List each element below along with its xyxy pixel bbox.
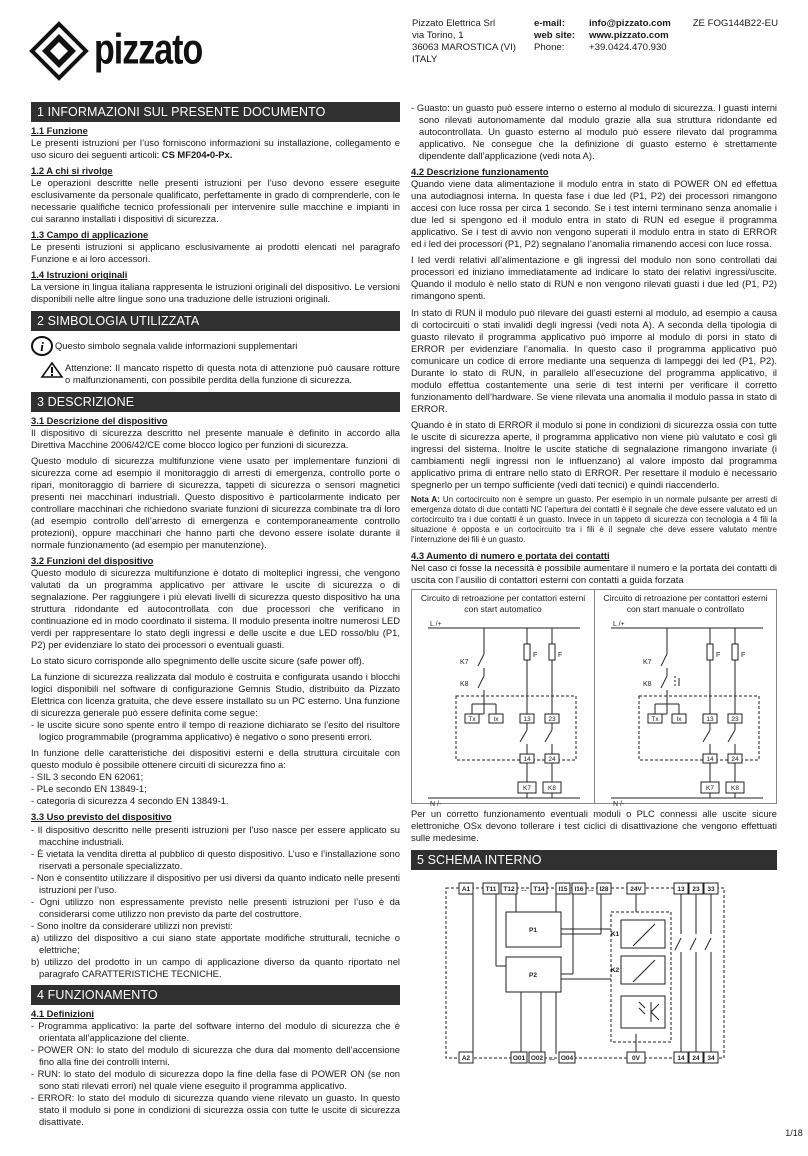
terminal-ix: Ix bbox=[493, 716, 499, 724]
address-line: ITALY bbox=[412, 54, 438, 65]
paragraph: Il dispositivo di sicurezza descritto nel presente manuale è definito in accordo alla Direttiva Macchine 2006/42/CE come blocco logico per funzioni di sicurezza. bbox=[31, 426, 400, 450]
terminal-tx: Tx bbox=[468, 716, 476, 724]
note-label: Nota A: bbox=[411, 494, 440, 504]
relay-k2: K2 bbox=[610, 967, 620, 975]
warning-icon bbox=[41, 362, 63, 378]
section-2-title: 2 SIMBOLOGIA UTILIZZATA bbox=[31, 311, 400, 331]
terminal-i15: I15 bbox=[558, 886, 568, 894]
terminal-o04: O04 bbox=[560, 1055, 574, 1063]
list-item: - categoria di sicurezza 4 secondo EN 13849-1. bbox=[31, 795, 229, 807]
heading-1-2: 1.2 A chi si rivolge bbox=[31, 165, 113, 177]
info-icon bbox=[31, 336, 53, 356]
paragraph: Nel caso ci fosse la necessità è possibile aumentare il numero e la portata dei contatti di uscita con l’ausilio di contattori esterni con contatti a guida forzata bbox=[411, 562, 777, 586]
paragraph: Le operazioni descritte nelle presenti istruzioni per l’uso devono essere eseguite esclusivamente da personale qualificato, perfettamente in grado di comprenderle, con le necessarie qualifiche tecnico professionali per intervenire sulle macchine e impianti in cui saranno installati i dispositivi di sicurezza. bbox=[31, 177, 400, 225]
section-1-title: 1 INFORMAZIONI SUL PRESENTE DOCUMENTO bbox=[31, 102, 400, 122]
processor-p1: P1 bbox=[529, 927, 537, 935]
right-column bbox=[411, 102, 777, 1084]
paragraph: Per un corretto funzionamento eventuali moduli o PLC connessi alle uscite sicure elettroniche OSx devono tollerare i test ciclici di disattivazione che vengono effettuati sulle medesime. bbox=[411, 808, 777, 844]
paragraph: Lo stato sicuro corrisponde allo spegnimento delle uscite sicure (safe power off). bbox=[31, 655, 365, 667]
coil-k8: K8 bbox=[731, 785, 739, 793]
heading-1-1: 1.1 Funzione bbox=[31, 125, 88, 136]
heading-4-1: 4.1 Definizioni bbox=[31, 1007, 95, 1019]
company-address bbox=[412, 18, 516, 66]
company-contacts bbox=[534, 18, 671, 54]
coil-k8: K8 bbox=[548, 785, 556, 793]
web-link[interactable]: www.pizzato.com bbox=[589, 30, 669, 41]
k8-label: K8 bbox=[460, 681, 469, 689]
list-item: - le uscite sicure sono spente entro il tempo di reazione dichiarato se l’esito del risultore logico programmabile (programma applicativo) è negativo o sono presenti errori. bbox=[31, 719, 400, 743]
k8-label: K8 bbox=[643, 681, 652, 689]
paragraph: La funzione di sicurezza realizzata dal modulo è costruita e configurata usando i blocchi logici disponibili nel software di configurazione Gemnis Studio, distribuito da Pizzato Elettrica con licenza gratuita, che deve essere installato su un PC esterno. Una funzione di sicurezza generale può essere definita come segue: bbox=[31, 671, 400, 719]
relay-k1: K1 bbox=[610, 931, 620, 939]
terminal-i28: I28 bbox=[599, 886, 609, 894]
ellipsis: ... bbox=[588, 886, 594, 894]
brand-logo bbox=[30, 22, 202, 80]
terminal-13: 13 bbox=[706, 716, 714, 724]
terminal-23: 23 bbox=[692, 886, 700, 894]
definition-item: - Programma applicativo: la parte del software interno del modulo di sicurezza che è orientata all’applicazione del cliente. bbox=[31, 1019, 400, 1043]
ellipsis: ... bbox=[549, 1055, 555, 1063]
heading-3-3: 3.3 Uso previsto del dispositivo bbox=[31, 811, 172, 823]
terminal-i16: I16 bbox=[574, 886, 584, 894]
fuse-label: F bbox=[716, 652, 721, 660]
warning-note bbox=[31, 362, 400, 386]
page-header bbox=[30, 18, 778, 78]
paragraph: Questo modulo di sicurezza multifunzione è dotato di molteplici ingressi, che vengono valutati da un programma applicativo per attivare le uscite di sicurezza o di segnalazione. Per raggiungere i più elevati livelli di sicurezza questo dispositivo ha una struttura ridondante ed autocontrollata con due processori che verificano in continuazione ed in modo coordinato il sistema. Il modulo presenta inoltre numerosi LED verdi per rappresentare lo stato degli ingressi e delle uscite e due LED rosso/blu (P1, P2) per evidenziare lo stato dei processori o eventuali guasti. bbox=[31, 566, 400, 651]
definition-item: - Guasto: un guasto può essere interno o esterno al modulo di sicurezza. I guasti interni sono rilevati autonomamente dal modulo grazie alla sua struttura ridondante ed autocontrollata. Un guasto esterno al modulo può essere rilevato dal programma applicativo. Ne consegue che la definizione di guasto esterno è strettamente dipendente dall’applicazione (vedi nota A). bbox=[411, 102, 777, 162]
terminal-14: 14 bbox=[523, 756, 531, 764]
n-minus-label: N /- bbox=[430, 801, 442, 809]
paragraph: In funzione delle caratteristiche dei dispositivi esterni e della struttura circuitale con questo modulo è possibile ottenere circuiti di sicurezza fino a: bbox=[31, 747, 400, 771]
definition-item: - RUN: lo stato del modulo di sicurezza dopo la fine della fase di POWER ON (se non sono stati rilevati errori) nel quale viene eseguito il programma applicativo. bbox=[31, 1068, 400, 1092]
terminal-13: 13 bbox=[677, 886, 685, 894]
left-column bbox=[31, 102, 400, 1128]
paragraph: Le presenti istruzioni si applicano esclusivamente ai prodotti elencati nel paragrafo Funzione e ai loro accessori. bbox=[31, 241, 400, 265]
n-minus-label: N /- bbox=[613, 801, 625, 809]
l-plus-label: L /+ bbox=[613, 621, 625, 629]
circuit-auto-start bbox=[412, 590, 594, 809]
svg-text:i: i bbox=[40, 339, 44, 355]
pizzato-logo-icon bbox=[30, 22, 88, 80]
feedback-circuits bbox=[411, 589, 777, 809]
terminal-23: 23 bbox=[731, 716, 739, 724]
internal-schema bbox=[411, 874, 777, 1084]
list-item: - Ogni utilizzo non espressamente previsto nelle presenti istruzioni per l’uso è da considerarsi come utilizzo non previsto da parte del costruttore. bbox=[31, 895, 400, 919]
section-4-title: 4 FUNZIONAMENTO bbox=[31, 985, 400, 1005]
terminal-t11: T11 bbox=[485, 886, 497, 894]
heading-3-1: 3.1 Descrizione del dispositivo bbox=[31, 414, 168, 426]
list-item: - PLe secondo EN 13849-1; bbox=[31, 783, 147, 795]
article-code: CS MF204•0-Px. bbox=[161, 149, 233, 161]
terminal-33: 33 bbox=[707, 886, 715, 894]
list-item: a) utilizzo del dispositivo a cui siano state apportate modifiche strutturali, tecniche o elettriche; bbox=[31, 931, 400, 955]
list-item: - Sono inoltre da considerare utilizzi non previsti: bbox=[31, 919, 233, 931]
fuse-label: F bbox=[558, 652, 563, 660]
internal-schema-diagram bbox=[411, 874, 777, 1079]
circuit-title-line: Circuito di retroazione per contattori esterni bbox=[420, 593, 586, 604]
circuit-title bbox=[412, 590, 594, 615]
definition-item: - ERROR: lo stato del modulo di sicurezza quando viene rilevato un guasto. In questo stato il modulo si pone in condizioni di sicurezza ossia con tutte le uscite di sicurezza disattivate. bbox=[31, 1092, 400, 1128]
l-plus-label: L /+ bbox=[430, 621, 442, 629]
info-note bbox=[31, 336, 400, 356]
info-text: Questo simbolo segnala valide informazioni supplementari bbox=[55, 340, 298, 352]
terminal-24: 24 bbox=[692, 1055, 700, 1063]
circuit-title-line: con start manuale o controllato bbox=[626, 604, 745, 615]
paragraph: Questo modulo di sicurezza multifunzione viene usato per implementare funzioni di sicurezza come ad esempio il monitoraggio di arresti di emergenza, controllo porte o ripari, monitoraggio di barriere di sicurezza, tappeti di sicurezza o sensori magnetici presenti nei macchinari industriali. Questo dispositivo è particolarmente indicato per controllare macchinari che richiedono svariate funzioni di sicurezza combinate tra di loro (ad esempio controllo dell’arresto di emergenza e contemporaneamente controllo protezioni), oppure macchinari che hanno parti che devono essere isolate durante il normale funzionamento (ad esempio per manutenzione). bbox=[31, 454, 400, 550]
email-link[interactable]: info@pizzato.com bbox=[589, 18, 671, 29]
terminal-34: 34 bbox=[707, 1055, 715, 1063]
heading-3-2: 3.2 Funzioni del dispositivo bbox=[31, 554, 154, 566]
terminal-o01: O01 bbox=[512, 1055, 526, 1063]
terminal-0v: 0V bbox=[632, 1055, 640, 1063]
terminal-14: 14 bbox=[706, 756, 714, 764]
heading-4-3: 4.3 Aumento di numero e portata dei contatti bbox=[411, 549, 610, 561]
section-5-title: 5 SCHEMA INTERNO bbox=[411, 850, 777, 870]
terminal-ix: Ix bbox=[676, 716, 682, 724]
circuit-diagram-auto bbox=[412, 614, 594, 809]
terminal-t12: T12 bbox=[503, 886, 515, 894]
address-line: via Torino, 1 bbox=[412, 30, 464, 41]
paragraph: In stato di RUN il modulo può rilevare dei guasti esterni al modulo, ad esempio a causa di cortocircuiti o stati invalidi degli ingressi (vedi nota A). A seconda della tipologia di guasto rilevato il programma applicativo può imporre al modulo di porsi in stato di ERROR per evidenziare l’anomalia. In questo caso il programma applicativo può comunicare un codice di errore mediante una sequenza di lampeggi dei led (P1, P2). Durante lo stato di RUN, in parallelo all’esecuzione del programma applicativo, il modulo effettua costantemente una serie di test interni per verificare il corretto funzionamento dell’hardware. Se viene rilevata una anomalia il modulo passa in stato di ERROR. bbox=[411, 306, 777, 414]
list-item: - È vietata la vendita diretta al pubblico di questo dispositivo. L’uso e l’installazione sono riservati a personale specializzato. bbox=[31, 847, 400, 871]
terminal-t14: T14 bbox=[533, 886, 545, 894]
processor-p2: P2 bbox=[529, 972, 537, 980]
brand-wordmark: pizzato bbox=[94, 26, 203, 74]
circuit-title-line: con start automatico bbox=[464, 604, 542, 615]
fuse-label: F bbox=[741, 652, 746, 660]
terminal-13: 13 bbox=[523, 716, 531, 724]
paragraph: Quando è in stato di ERROR il modulo si pone in condizioni di sicurezza ossia con tutte le uscite di sicurezza aperte, il programma applicativo non viene più valutato e così gli ingressi del sistema. Inoltre le uscite statiche di segnalazione rimangono invariate (i cambiamenti negli ingressi non le influenzano) al valore imposto dal programma applicativo prima di entrare nello stato di ERROR. Per resettare il modulo è necessario spegnerlo per un tempo sufficiente (vedi dati tecnici) e quindi riaccenderlo. bbox=[411, 418, 777, 490]
phone-number: +39.0424.470.930 bbox=[589, 42, 667, 53]
note-a bbox=[411, 495, 777, 545]
section-3-title: 3 DESCRIZIONE bbox=[31, 392, 400, 412]
text: Le presenti istruzioni per l’uso forniscono informazioni su installazione, collegamento e uso sicuro dei seguenti articoli: bbox=[31, 137, 400, 161]
terminal-o02: O02 bbox=[530, 1055, 544, 1063]
paragraph: La versione in lingua italiana rappresenta le istruzioni originali del dispositivo. Le versioni disponibili nelle altre lingue sono una traduzione delle istruzioni originali. bbox=[31, 281, 400, 305]
paragraph: Quando viene data alimentazione il modulo entra in stato di POWER ON ed effettua una autodiagnosi interna. In questa fase i due led (P1, P2) dei processori rimangono accesi con luce rossa per circa 1 secondo. Se i test interni terminano senza anomalie i due led si spengono ed il modulo entra in stato di RUN ed esegue il programma applicativo. Se i test di avvio non vengono superati il modulo entra in stato di ERROR ed i led dei processori (P1, P2) segnalano l’anomalia rimanendo accesi con luce rossa. bbox=[411, 178, 777, 250]
email-label: e-mail: bbox=[534, 18, 565, 29]
coil-k7: K7 bbox=[523, 785, 531, 793]
circuit-title-line: Circuito di retroazione per contattori esterni bbox=[603, 593, 768, 604]
paragraph bbox=[31, 137, 400, 161]
definition-item: - POWER ON: lo stato del modulo di sicurezza che dura dal momento dell’accensione fino alla fine dei controlli interni. bbox=[31, 1044, 400, 1068]
list-item: - Il dispositivo descritto nelle presenti istruzioni per l’uso nasce per essere applicato su macchine industriali. bbox=[31, 823, 400, 847]
terminal-23: 23 bbox=[548, 716, 556, 724]
heading-1-4: 1.4 Istruzioni originali bbox=[31, 269, 128, 281]
k7-label: K7 bbox=[460, 659, 469, 667]
heading-1-3: 1.3 Campo di applicazione bbox=[31, 229, 149, 241]
heading-4-2: 4.2 Descrizione funzionamento bbox=[411, 166, 549, 178]
terminal-24: 24 bbox=[548, 756, 556, 764]
warning-text: Attenzione: Il mancato rispetto di questa nota di attenzione può causare rotture o malfunzionamenti, con possibile perdita della funzione di sicurezza. bbox=[65, 362, 400, 386]
terminal-a1: A1 bbox=[461, 886, 471, 894]
web-label: web site: bbox=[534, 30, 576, 41]
terminal-a2: A2 bbox=[461, 1055, 471, 1063]
circuit-diagram-manual bbox=[595, 614, 777, 809]
circuit-title bbox=[595, 590, 776, 615]
address-line: Pizzato Elettrica Srl bbox=[412, 18, 496, 29]
address-line: 36063 MAROSTICA (VI) bbox=[412, 42, 516, 53]
terminal-14: 14 bbox=[677, 1055, 685, 1063]
list-item: - SIL 3 secondo EN 62061; bbox=[31, 771, 144, 783]
phone-label: Phone: bbox=[534, 42, 565, 53]
paragraph: I led verdi relativi all’alimentazione e gli ingressi del modulo non sono controllati dai processori ed iniziano immediatamente ad indicare lo stato dei relativi ingressi/uscite. Quando il modulo è nello stato di RUN e non vengono rilevati guasti i due led (P1, P2) rimangono spenti. bbox=[411, 254, 777, 302]
document-id: ZE FOG144B22-EU bbox=[692, 18, 778, 29]
circuit-manual-start bbox=[594, 590, 776, 809]
ellipsis: ... bbox=[521, 886, 527, 894]
coil-k7: K7 bbox=[706, 785, 714, 793]
terminal-24v: 24V bbox=[630, 886, 642, 894]
list-item: - Non è consentito utilizzare il dispositivo per usi diversi da quanto indicato nelle presenti istruzioni per l’uso. bbox=[31, 871, 400, 895]
note-text: Un cortocircuito non è sempre un guasto. Per esempio in un normale pulsante per arresti di emergenza dotato di due contatti NC l’apertura dei contatti è il segnale che deve essere valutato ed un cortocircuito tra i due contatti è un guasto. Invece in un tappeto di sicurezza con tecnologia a 4 fili la situazione è opposta e un cortocircuito tra i fili è il segnale che deve essere valutato mentre l’interruzione dei fili è un guasto. bbox=[411, 494, 777, 544]
terminal-24: 24 bbox=[731, 756, 739, 764]
page-number: 1/18 bbox=[785, 1128, 803, 1138]
fuse-label: F bbox=[533, 652, 538, 660]
k7-label: K7 bbox=[643, 659, 652, 667]
terminal-tx: Tx bbox=[651, 716, 659, 724]
list-item: b) utilizzo del prodotto in un campo di applicazione diverso da quanto riportato nel paragrafo CARATTERISTICHE TECNICHE. bbox=[31, 955, 400, 979]
